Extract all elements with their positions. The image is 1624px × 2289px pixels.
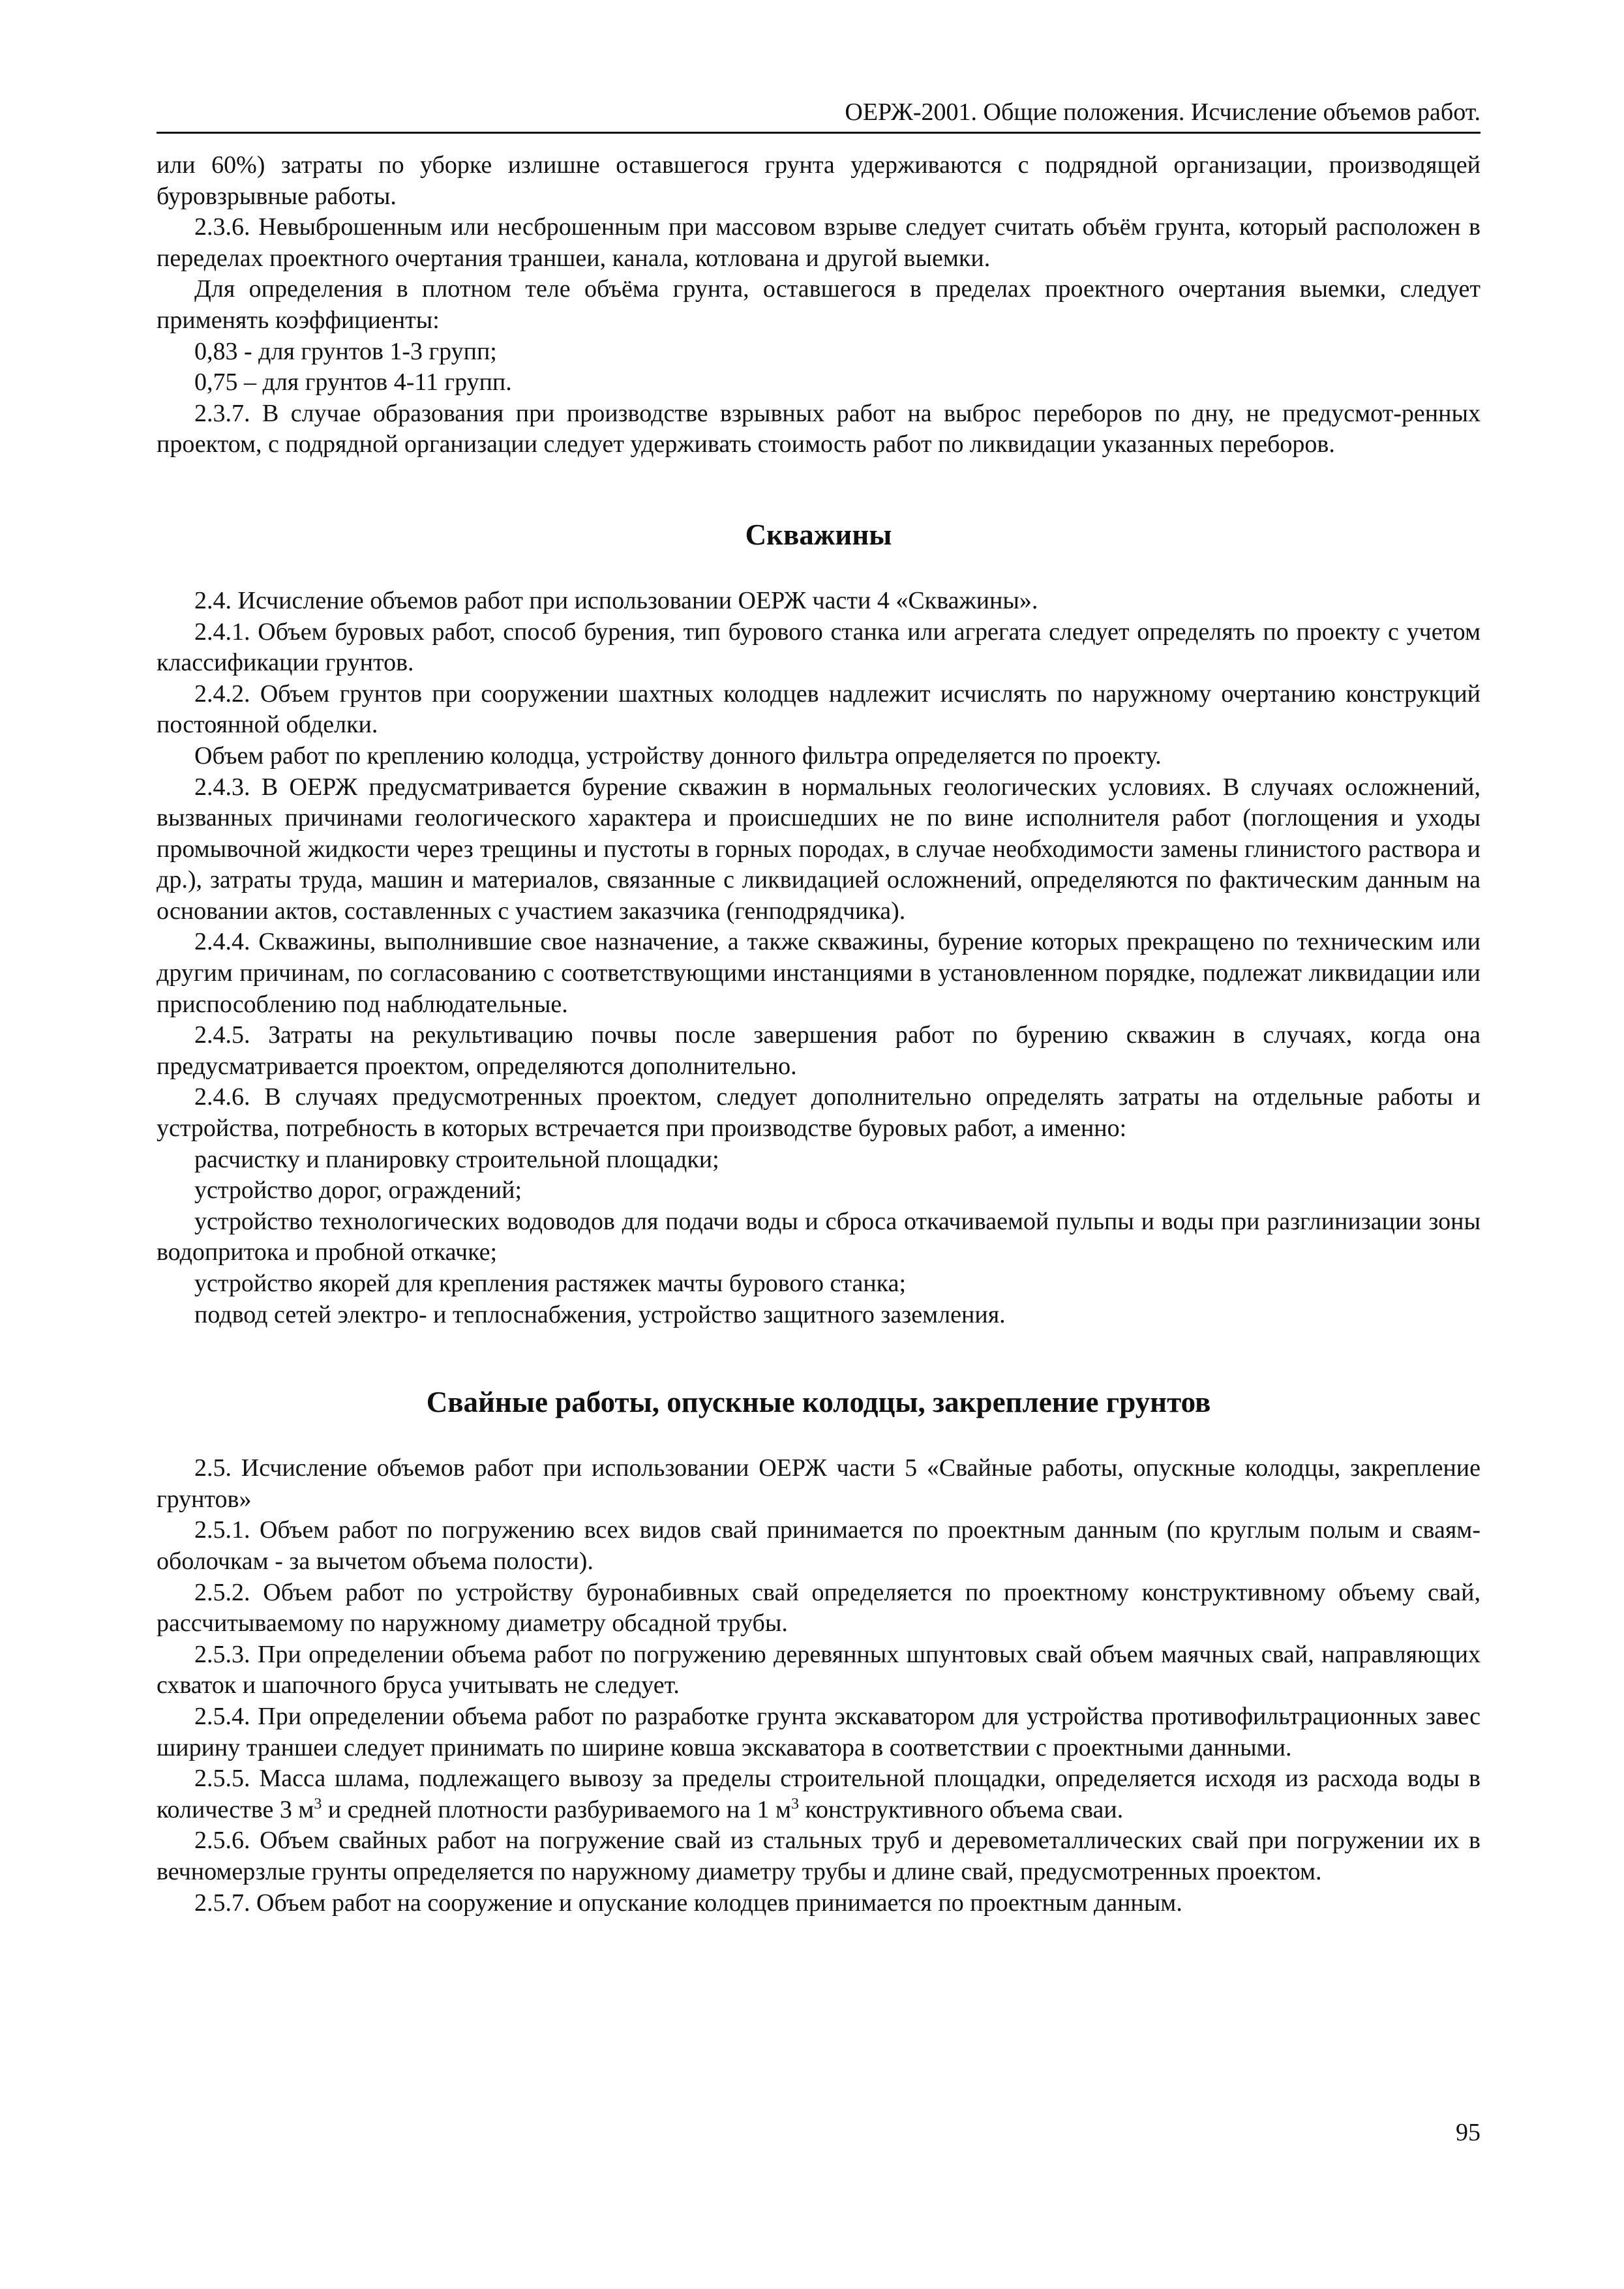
list-item: устройство дорог, ограждений; <box>194 1176 522 1204</box>
paragraph-2-3-6: 2.3.6. Невыброшенным или несброшенным при массовом взрыве следует считать объём грунта, который расположен в переделах проектного очертания траншеи, канала, котлована и другой выемки. <box>157 213 1481 272</box>
paragraph-2-5-7: 2.5.7. Объем работ на сооружение и опускание колодцев принимается по проектным данным. <box>194 1889 1182 1917</box>
paragraph-2-5: 2.5. Исчисление объемов работ при использовании ОЕРЖ части 5 «Свайные работы, опускные колодцы, закрепление грунтов» <box>157 1454 1481 1513</box>
paragraph-2-4-6: 2.4.6. В случаях предусмотренных проектом, следует дополнительно определять затраты на отдельные работы и устройства, потребность в которых встречается при производстве буровых работ, а именно: <box>157 1083 1481 1143</box>
paragraph-2-5-5-text-3: конструктивного объема сваи. <box>799 1795 1124 1823</box>
list-item: устройство технологических водоводов для подачи воды и сброса откачиваемой пульпы и воды при разглинизации зоны водопритока и пробной откачке; <box>157 1207 1481 1266</box>
list-item: подвод сетей электро- и теплоснабжения, устройство защитного заземления. <box>194 1300 1006 1328</box>
paragraph-2-5-6: 2.5.6. Объем свайных работ на погружение свай из стальных труб и деревометаллических свай при погружении их в вечномерзлые грунты определяется по наружному диаметру трубы и длине свай, предусмотренных проектом. <box>157 1827 1481 1885</box>
paragraph-2-4: 2.4. Исчисление объемов работ при использовании ОЕРЖ части 4 «Скважины». <box>194 586 1038 614</box>
coefficient-item-1: 0,83 - для грунтов 1-3 групп; <box>194 337 497 365</box>
paragraph-2-4-4: 2.4.4. Скважины, выполнившие свое назначение, а также скважины, бурение которых прекращено по техническим или другим причинам, по согласованию с соответствующими инстанциями в установленном порядке, подлежат ликвидации или приспособлению под наблюдательные. <box>157 928 1481 1018</box>
paragraph-2-5-5-text-2: и средней плотности разбуриваемого на 1 м <box>322 1795 792 1823</box>
paragraph-2-3-7: 2.3.7. В случае образования при производстве взрывных работ на выброс переборов по дну, не предусмот-ренных проектом, с подрядной организации следует удерживать стоимость работ по ликвидации указанных переборов. <box>157 399 1481 458</box>
coefficient-item-2: 0,75 – для грунтов 4-11 групп. <box>194 368 512 396</box>
paragraph-2-4-5: 2.4.5. Затраты на рекультивацию почвы после завершения работ по бурению скважин в случаях, когда она предусматривается проектом, определяются дополнительно. <box>157 1021 1481 1080</box>
paragraph-2-5-4: 2.5.4. При определении объема работ по разработке грунта экскаватором для устройства противофильтрационных завес ширину траншеи следует принимать по ширине ковша экскаватора в соответствии с проектными данными. <box>157 1702 1481 1761</box>
running-header: ОЕРЖ-2001. Общие положения. Исчисление объемов работ. <box>845 98 1481 126</box>
list-item: устройство якорей для крепления растяжек мачты бурового станка; <box>194 1270 906 1297</box>
section-heading-wells: Скважины <box>745 518 892 551</box>
page-number: 95 <box>1456 2119 1481 2146</box>
list-item: расчистку и планировку строительной площадки; <box>194 1145 719 1173</box>
paragraph-2-5-1: 2.5.1. Объем работ по погружению всех видов свай принимается по проектным данным (по круглым полым и сваям-оболочкам - за вычетом объема полости). <box>157 1516 1481 1575</box>
paragraph-continuation: или 60%) затраты по уборке излишне оставшегося грунта удерживаются с подрядной организации, производящей буровзрывные работы. <box>157 151 1481 210</box>
section-heading-piles: Свайные работы, опускные колодцы, закрепление грунтов <box>426 1386 1211 1419</box>
superscript-cubic-1: 3 <box>314 1795 322 1813</box>
paragraph-2-5-2: 2.5.2. Объем работ по устройству буронабивных свай определяется по проектному конструктивному объему свай, рассчитываемому по наружному диаметру обсадной трубы. <box>157 1578 1481 1638</box>
paragraph-2-5-5-text-1: 2.5.5. Масса шлама, подлежащего вывозу за пределы строительной площадки, определяется исходя из расхода воды в количестве 3 м <box>157 1765 1481 1823</box>
paragraph-2-5-5 <box>157 1763 1481 1825</box>
paragraph-2-4-1: 2.4.1. Объем буровых работ, способ бурения, тип бурового станка или агрегата следует определять по проекту с учетом классификации грунтов. <box>157 618 1481 677</box>
paragraph-well-fastening: Объем работ по креплению колодца, устройству донного фильтра определяется по проекту. <box>194 741 1162 770</box>
paragraph-2-4-2: 2.4.2. Объем грунтов при сооружении шахтных колодцев надлежит исчислять по наружному очертанию конструкций постоянной обделки. <box>157 680 1481 739</box>
paragraph-2-4-3: 2.4.3. В ОЕРЖ предусматривается бурение скважин в нормальных геологических условиях. В случаях осложнений, вызванных причинами геологического характера и происшедших не по вине исполнителя работ (поглощения и уходы промывочной жидкости через трещины и пустоты в горных породах, в случае необходимости замены глинистого раствора и др.), затраты труда, машин и материалов, связанные с ликвидацией осложнений, определяются по фактическим данным на основании актов, составленных с участием заказчика (генподрядчика). <box>157 773 1481 925</box>
paragraph-coefficients: Для определения в плотном теле объёма грунта, оставшегося в пределах проектного очертания выемки, следует применять коэффициенты: <box>157 275 1481 334</box>
header-rule <box>157 132 1481 134</box>
page-content <box>157 150 1481 1919</box>
superscript-cubic-2: 3 <box>791 1795 800 1813</box>
paragraph-2-5-3: 2.5.3. При определении объема работ по погружению деревянных шпунтовых свай объем маячных свай, направляющих схваток и шапочного бруса учитывать не следует. <box>157 1640 1481 1699</box>
